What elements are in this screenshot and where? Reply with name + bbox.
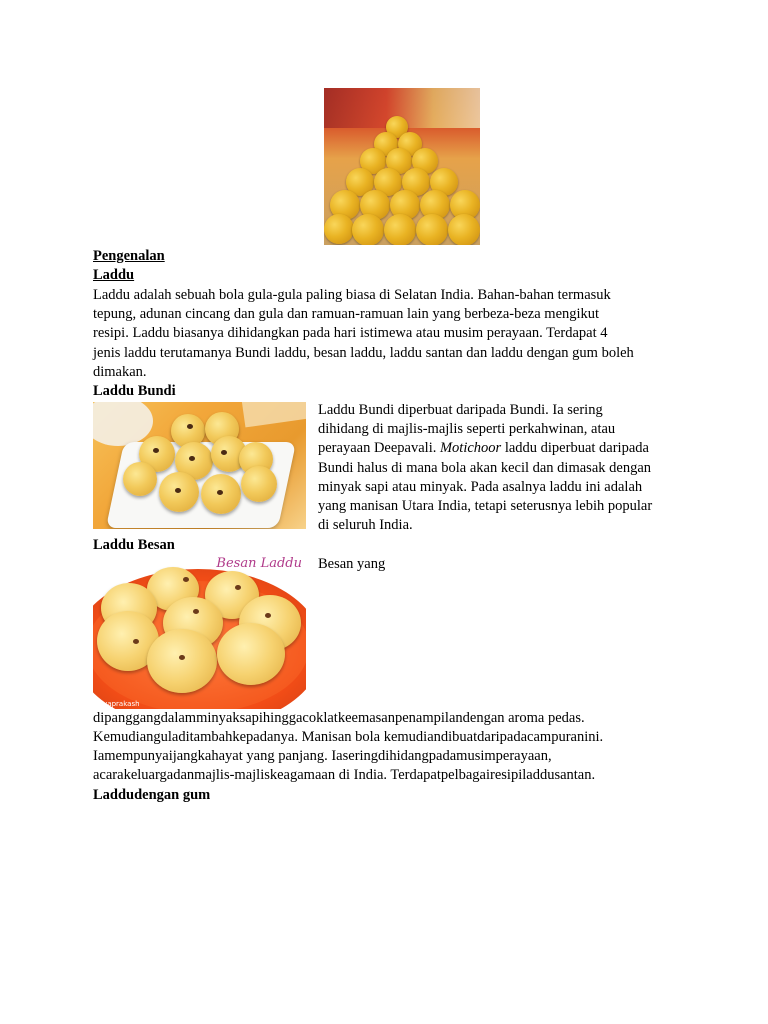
laddu-bundi-image xyxy=(93,402,306,529)
besan-side-text: Besan yang xyxy=(318,556,386,572)
laddu-paragraph-line: tepung, adunan cincang dan gula dan ramuan-ramuan lain yang berbeza-beza mengikut xyxy=(93,306,600,322)
laddu-paragraph-line: resipi. Laddu biasanya dihidangkan pada hari istimewa atau musim perayaan. Terdapat 4 xyxy=(93,325,608,341)
bundi-paragraph-line: yang manisan Utara India, tetapi seterusnya lebih popular xyxy=(318,498,653,514)
laddu-pyramid-image xyxy=(324,88,480,245)
besan-paragraph-line: dipanggangdalamminyaksapihinggacoklatkeemasanpenampilandengan aroma pedas. xyxy=(93,710,585,726)
laddu-paragraph-line: jenis laddu terutamanya Bundi laddu, besan laddu, laddu santan dan laddu dengan gum boleh xyxy=(93,345,634,361)
bundi-paragraph-line: minyak sapi atau minyak. Pada asalnya laddu ini adalah xyxy=(318,479,643,495)
gum-heading: Laddudengan gum xyxy=(93,787,211,803)
intro-heading: Pengenalan xyxy=(93,248,165,264)
laddu-paragraph-line: Laddu adalah sebuah bola gula-gula paling biasa di Selatan India. Bahan-bahan termasuk xyxy=(93,287,611,303)
besan-paragraph-line: acarakeluargadanmajlis-majliskeagamaan di India. Terdapatpelbagairesipiladdusantan. xyxy=(93,767,596,783)
besan-heading: Laddu Besan xyxy=(93,537,175,553)
besan-laddu-image xyxy=(93,555,306,709)
motichoor-italic: Motichoor xyxy=(439,440,502,456)
bundi-text-segment: perayaan Deepavali. xyxy=(318,440,440,456)
bundi-text-segment: laddu diperbuat daripada xyxy=(501,440,649,456)
besan-image-caption: Besan Laddu xyxy=(216,556,302,571)
besan-image-watermark: Niyaprakash xyxy=(96,700,140,708)
bundi-paragraph-line: di seluruh India. xyxy=(318,517,413,533)
laddu-paragraph-line: dimakan. xyxy=(93,364,147,380)
bundi-paragraph-line: Laddu Bundi diperbuat daripada Bundi. Ia sering xyxy=(318,402,603,418)
bundi-paragraph-line: dihidang di majlis-majlis seperti perkahwinan, atau xyxy=(318,421,616,437)
besan-paragraph-line: Kemudianguladitambahkepadanya. Manisan bola kemudiandibuatdaripadacampuranini. xyxy=(93,729,604,745)
besan-paragraph-line: Iamempunyaijangkahayat yang panjang. Iaseringdihidangpadamusimperayaan, xyxy=(93,748,552,764)
bundi-paragraph-line: Bundi halus di mana bola akan kecil dan dimasak dengan xyxy=(318,460,652,476)
bundi-heading: Laddu Bundi xyxy=(93,383,176,399)
bundi-paragraph-line xyxy=(318,439,649,458)
laddu-heading: Laddu xyxy=(93,267,135,283)
